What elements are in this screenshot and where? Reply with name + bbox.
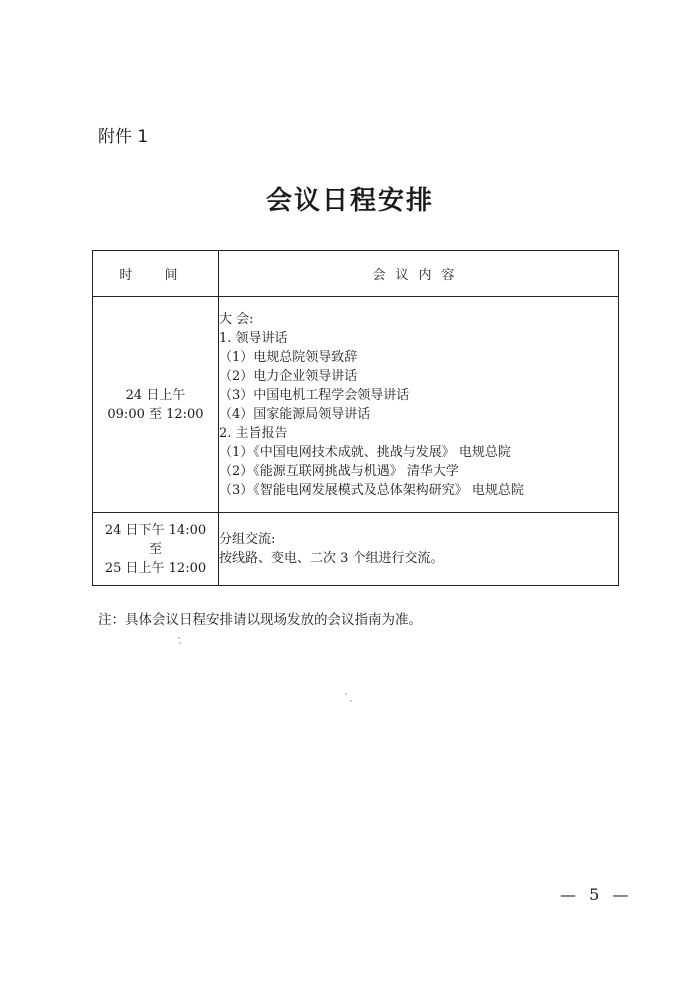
time-text: 25 日上午 12:00: [104, 560, 207, 576]
schedule-table: [92, 250, 619, 586]
content-line: （2）电力企业领导讲话: [219, 368, 358, 384]
time-cell-afternoon: [93, 513, 219, 586]
content-line: （2）《能源互联网挑战与机遇》 清华大学: [219, 463, 459, 479]
content-line: 2. 主旨报告: [219, 425, 288, 441]
content-line: 大 会:: [219, 311, 254, 327]
time-text: 24 日下午 14:00: [104, 522, 207, 538]
attachment-label: 附件 1: [98, 127, 149, 147]
time-text: 24 日上午: [125, 387, 186, 403]
time-text: 09:00 至 12:00: [107, 406, 204, 422]
content-cell-plenary: [219, 297, 619, 513]
content-line: 1. 领导讲话: [219, 330, 288, 346]
page-title: 会议日程安排: [265, 186, 434, 216]
content-cell-group: [219, 513, 619, 586]
content-line: （3）《智能电网发展模式及总体架构研究》 电规总院: [219, 482, 524, 498]
time-cell-morning: [93, 297, 219, 513]
header-content: 会议内容: [219, 251, 619, 297]
scan-speck: [350, 700, 352, 702]
scan-speck: [345, 693, 347, 695]
page-number: — 5 —: [560, 885, 633, 904]
scan-speck: [179, 642, 181, 644]
content-line: 按线路、变电、二次 3 个组进行交流。: [219, 551, 444, 566]
header-time: 时 间: [93, 251, 219, 297]
content-line: 分组交流:: [219, 532, 276, 547]
time-text: 至: [148, 541, 162, 557]
content-line: （1）《中国电网技术成就、挑战与发展》 电规总院: [219, 444, 511, 460]
content-line: （4）国家能源局领导讲话: [219, 406, 371, 422]
scan-speck: [178, 637, 180, 639]
table-row: [93, 513, 619, 586]
footnote: 注：具体会议日程安排请以现场发放的会议指南为准。: [98, 612, 422, 628]
table-row: [93, 297, 619, 513]
table-header-row: [93, 251, 619, 297]
content-line: （1）电规总院领导致辞: [219, 349, 358, 365]
content-line: （3）中国电机工程学会领导讲话: [219, 387, 410, 403]
